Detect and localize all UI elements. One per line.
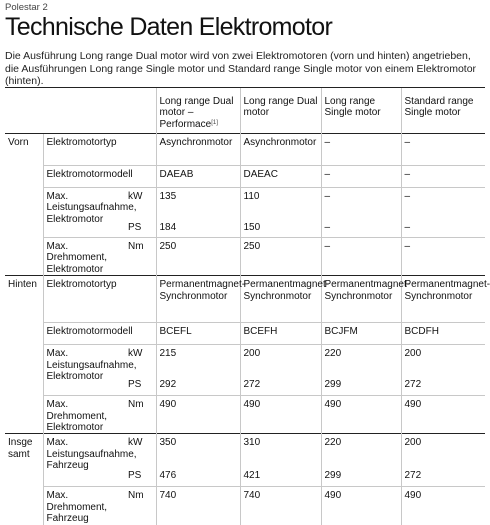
value-cell: 299: [321, 376, 401, 396]
value-cell: DAEAB: [156, 166, 240, 188]
value-cell: 310: [240, 434, 321, 467]
value-cell: 215: [156, 345, 240, 376]
spec-name: Max. Drehmoment, Elektromotor: [43, 396, 128, 434]
value-cell: 292: [156, 376, 240, 396]
value-cell: 740: [240, 487, 321, 525]
value-cell: Permanentmagnet-Synchronmotor: [240, 276, 321, 323]
unit-label: PS: [128, 469, 142, 481]
table-row: [5, 487, 485, 525]
unit-label: PS: [128, 221, 142, 233]
spec-name: Max. Leistungsaufnahme, Fahrzeug: [43, 434, 128, 487]
value-cell: 490: [401, 487, 485, 525]
table-row: [5, 238, 485, 276]
value-cell: 200: [401, 434, 485, 467]
table-row: [5, 276, 485, 323]
value-cell: 220: [321, 434, 401, 467]
value-cell: –: [321, 166, 401, 188]
column-header: Long range Dual motor – Performace[1]: [156, 88, 240, 134]
table-row: [5, 396, 485, 434]
unit-label: Nm: [128, 238, 156, 276]
value-cell: 740: [156, 487, 240, 525]
value-cell: –: [321, 238, 401, 276]
column-header: Standard range Single motor: [401, 88, 485, 134]
value-cell: Permanentmagnet-Synchronmotor: [156, 276, 240, 323]
value-cell: –: [401, 166, 485, 188]
spec-name: Elektromotortyp: [43, 134, 156, 166]
value-cell: 476: [156, 467, 240, 487]
value-cell: 200: [401, 345, 485, 376]
table-row: [5, 134, 485, 166]
value-cell: 272: [401, 467, 485, 487]
column-header: Long range Dual motor: [240, 88, 321, 134]
value-cell: 350: [156, 434, 240, 467]
value-cell: 184: [156, 219, 240, 238]
value-cell: Asynchronmotor: [240, 134, 321, 166]
value-cell: Permanentmagnet-Synchronmotor: [401, 276, 485, 323]
value-cell: 200: [240, 345, 321, 376]
model-label: Polestar 2: [5, 2, 48, 13]
spec-name: Max. Drehmoment, Fahrzeug: [43, 487, 128, 525]
value-cell: DAEAC: [240, 166, 321, 188]
table-row: [5, 166, 485, 188]
value-cell: –: [401, 134, 485, 166]
value-cell: 490: [156, 396, 240, 434]
table-header-row: [5, 88, 485, 134]
value-cell: –: [321, 188, 401, 219]
value-cell: 135: [156, 188, 240, 219]
spec-name: Elektromotormodell: [43, 323, 156, 345]
value-cell: 421: [240, 467, 321, 487]
group-label: Vorn: [5, 134, 43, 276]
value-cell: BCDFH: [401, 323, 485, 345]
value-cell: Permanentmagnet-Synchronmotor: [321, 276, 401, 323]
value-cell: Asynchronmotor: [156, 134, 240, 166]
value-cell: BCEFH: [240, 323, 321, 345]
page-title: Technische Daten Elektromotor: [5, 13, 333, 41]
value-cell: –: [401, 238, 485, 276]
value-cell: 299: [321, 467, 401, 487]
table-body: [5, 134, 490, 525]
column-header: Long range Single motor: [321, 88, 401, 134]
unit-label: Nm: [128, 396, 156, 434]
unit-label: Nm: [128, 487, 156, 525]
table-row: [5, 434, 485, 467]
spec-name: Max. Leistungsaufnahme, Elektromotor: [43, 188, 128, 238]
spec-name: Max. Leistungsaufnahme, Elektromotor: [43, 345, 128, 396]
table-row: [5, 323, 485, 345]
value-cell: –: [321, 134, 401, 166]
value-cell: –: [401, 188, 485, 219]
value-cell: 272: [401, 376, 485, 396]
spec-name: Max. Drehmoment, Elektromotor: [43, 238, 128, 276]
footnote-marker: [1]: [211, 119, 218, 126]
value-cell: 150: [240, 219, 321, 238]
value-cell: 490: [401, 396, 485, 434]
value-cell: BCJFM: [321, 323, 401, 345]
value-cell: 490: [240, 396, 321, 434]
value-cell: –: [321, 219, 401, 238]
value-cell: 490: [321, 396, 401, 434]
electric-motor-spec-table: [5, 87, 490, 525]
value-cell: BCEFL: [156, 323, 240, 345]
value-cell: 250: [156, 238, 240, 276]
unit-label: kW: [128, 434, 156, 467]
spec-name: Elektromotortyp: [43, 276, 156, 323]
spec-name: Elektromotormodell: [43, 166, 156, 188]
intro-paragraph: Die Ausführung Long range Dual motor wird von zwei Elektromotoren (vorn und hinten) angetrieben, die Ausführungen Long range Single motor und Standard range Single motor von einem Elektromotor (hinten).: [5, 50, 477, 87]
unit-label: kW: [128, 188, 156, 219]
value-cell: 250: [240, 238, 321, 276]
value-cell: 110: [240, 188, 321, 219]
table-row: [5, 188, 485, 219]
value-cell: 220: [321, 345, 401, 376]
value-cell: –: [401, 219, 485, 238]
unit-label: PS: [128, 378, 142, 390]
group-label: Insgesamt: [5, 434, 43, 525]
group-label: Hinten: [5, 276, 43, 434]
table-row: [5, 345, 485, 376]
value-cell: 272: [240, 376, 321, 396]
unit-label: kW: [128, 345, 156, 376]
value-cell: 490: [321, 487, 401, 525]
